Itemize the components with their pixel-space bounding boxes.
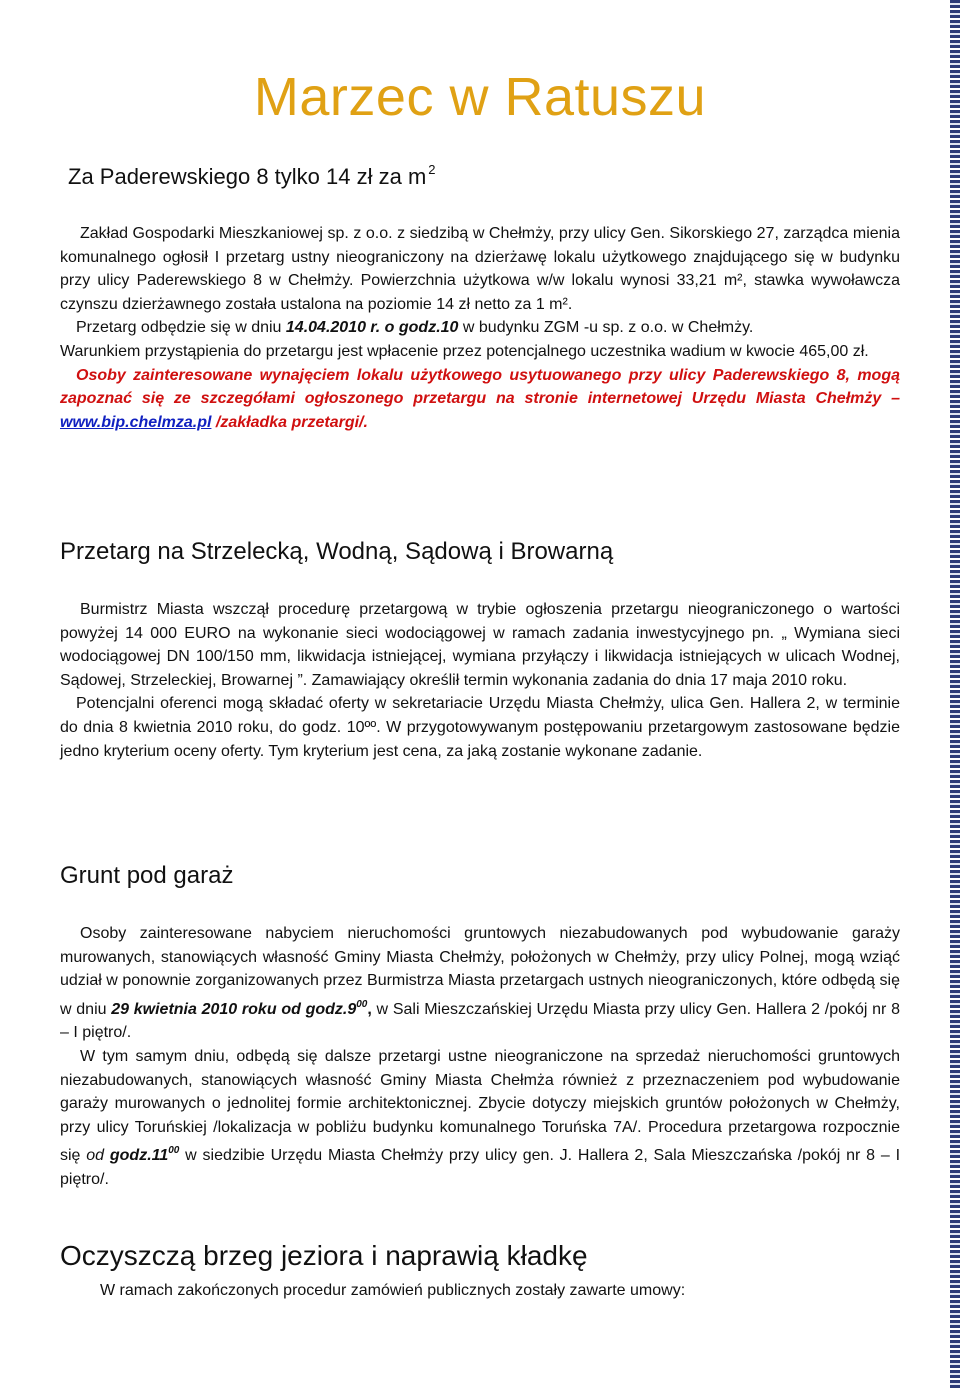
section-body-grunt [60, 922, 900, 1192]
paragraph: Warunkiem przystąpienia do przetargu jest wpłacenie przez potencjalnego uczestnika wadium w kwocie 465,00 zł. [60, 342, 869, 360]
paragraph: Osoby zainteresowane nabyciem nieruchomości gruntowych niezabudowanych pod wybudowanie garaży murowanych, stanowiących własność Gminy Miasta Chełmży, położonych w Chełmży, przy ulicy Polnej, mogą wziąć udział w ponownie zorganizowanych przez Burmistrza Miasta przetargach ustnych nieograniczonych, które odbędą się w dniu 29 kwietnia 2010 roku od $godz.9^{00}$, w Sali Mieszczańskiej Urzędu Miasta przy ulicy Gen. Hallera 2 /pokój nr 8 – I piętro/. [60, 925, 901, 1042]
paragraph: Burmistrz Miasta wszczął procedurę przetargową w trybie ogłoszenia przetargu nieograniczonego o wartości powyżej 14 000 EURO na wykonanie sieci wodociągowej w ramach zadania inwestycyjnego pn. „ Wymiana sieci wodociągowej DN 100/150 mm, likwidacja istniejącej, wymiana przyłączy i likwidacja istniejących w ulicach Wodnej, Sądowej, Strzeleckiej, Browarnej ”. Zamawiający określił termin wykonania zadania do dnia 17 maja 2010 roku. [60, 601, 900, 689]
paragraph: Zakład Gospodarki Mieszkaniowej sp. z o.o. z siedzibą w Chełmży, przy ulicy Gen. Sikorskiego 27, zarządca mienia komunalnego ogłosił I przetarg ustny nieograniczony na dzierżawę lokalu użytkowego znajdującego się w budynku przy ulicy Paderewskiego 8 w Chełmży. Powierzchnia użytkowa w/w lokalu wynosi 33,21 m², stawka wywoławcza czynszu dzierżawnego została ustalona na poziomie 14 zł netto za 1 m². [60, 225, 900, 313]
page-title: Marzec w Ratuszu [253, 67, 707, 127]
section-body-przetarg [60, 598, 900, 763]
section-heading-jezioro: Oczyszczą brzeg jeziora i naprawią kładkę [60, 1240, 588, 1271]
paragraph: Potencjalni oferenci mogą składać oferty w sekretariacie Urzędu Miasta Chełmży, ulica Gen. Hallera 2, w terminie do dnia 8 kwietnia 2010 roku, do godz. 10ºº. W przygotowywanym postępowaniu przetargowym zastosowane będzie jedno kryterium oceny oferty. Tym kryterium jest cena, za jaką zostanie wykonane zadanie. [60, 695, 900, 760]
section-heading-paderewskiego: Za Paderewskiego 8 tylko 14 zł za m $^2$ [68, 162, 436, 189]
notice-paragraph: Osoby zainteresowane wynajęciem lokalu użytkowego usytuowanego przy ulicy Paderewskiego 8, mogą zapoznać się ze szczegółami ogłoszonego przetargu na stronie internetowej Urzędu Miasta Chełmży – www.bip.chelmza.pl /zakładka przetargi/. [60, 366, 900, 431]
section-heading-przetarg: Przetarg na Strzelecką, Wodną, Sądową i Browarną [60, 538, 614, 565]
paragraph: W tym samym dniu, odbędą się dalsze przetargi ustne nieograniczone na sprzedaż nieruchomości gruntowych niezabudowanych, stanowiących własność Gminy Miasta Chełmża również z przeznaczeniem pod wybudowanie garaży murowanych o jednolitej formie architektonicznej. Zbycie dotyczy miejskich gruntów położonych w Chełmży, przy ulicy Toruńskiej /lokalizacja w pobliżu budynku komunalnego Toruńska 7A/. Procedura przetargowa rozpocznie się od $godz.11^{00}$ w siedzibie Urzędu Miasta Chełmży przy ulicy gen. J. Hallera 2, Sala Mieszczańska /pokój nr 8 – I piętro/. [60, 1047, 901, 1188]
section-heading-grunt: Grunt pod garaż [60, 862, 234, 889]
section-body-jezioro [60, 1279, 900, 1303]
paragraph: W ramach zakończonych procedur zamówień publicznych zostały zawarte umowy: [100, 1282, 686, 1299]
page-border [950, 0, 960, 1389]
bip-link[interactable]: www.bip.chelmza.pl [60, 413, 212, 431]
section-body-paderewskiego [60, 222, 900, 434]
paragraph: Przetarg odbędzie się w dniu 14.04.2010 r. o godz.10 w budynku ZGM -u sp. z o.o. w Chełmży. [76, 319, 754, 337]
